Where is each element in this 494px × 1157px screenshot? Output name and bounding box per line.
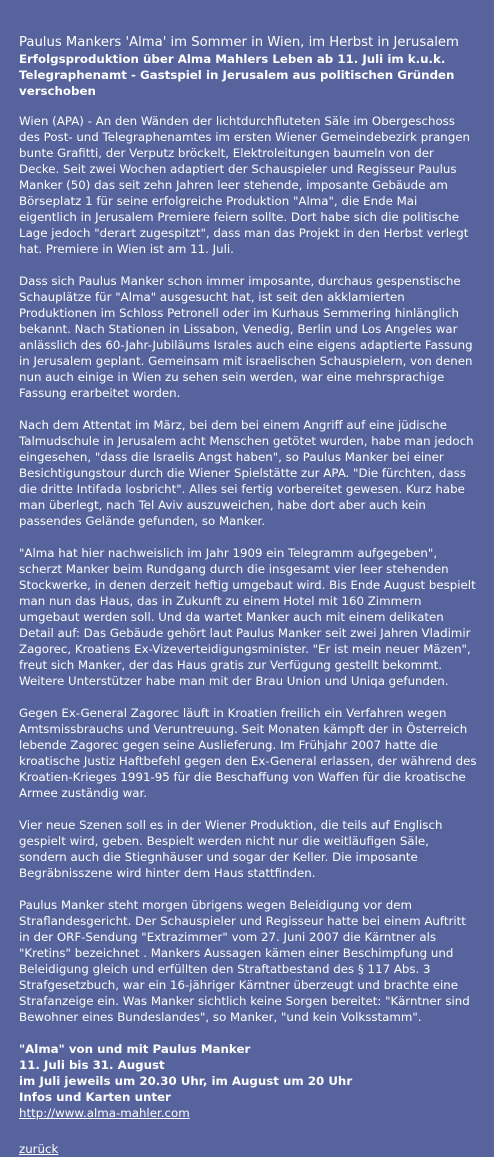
back-link[interactable]: zurück — [19, 1142, 59, 1156]
article-paragraph: Wien (APA) - An den Wänden der lichtdurchfluteten Säle im Obergeschoss des Post- und Telegraphenamtes im ersten Wiener Gemeindebezirk prangen bunte Grafitti, der Verputz bröckelt, Elektroleitungen baumeln von der Decke. Seit zwei Wochen adaptiert der Schauspieler und Regisseur Paulus Manker (50) das seit zehn Jahren leer stehende, imposante Gebäude am Börseplatz 1 für seine erfolgreiche Produktion "Alma", die Ende Mai eigentlich in Jerusalem Premiere feiern sollte. Dort habe sich die politische Lage jedoch "derart zugespitzt", dass man das Projekt in den Herbst verlegt hat. Premiere in Wien ist am 11. Juli. — [19, 114, 471, 256]
event-dates: 11. Juli bis 31. August — [19, 1058, 165, 1072]
event-tickets-label: Infos und Karten unter — [19, 1090, 171, 1104]
event-title: "Alma" von und mit Paulus Manker — [19, 1042, 251, 1056]
article-subtitle: Erfolgsproduktion über Alma Mahlers Leben ab 11. Juli im k.u.k. Telegraphenamt - Gastspiel in Jerusalem aus politischen Gründen verschoben — [19, 52, 455, 98]
event-website-link[interactable]: http://www.alma-mahler.com — [19, 1106, 190, 1120]
article-paragraph: Paulus Manker steht morgen übrigens wegen Beleidigung vor dem Straflandesgericht. Der Schauspieler und Regisseur hatte bei einem Auftritt in der ORF-Sendung "Extrazimmer" vom 27. Juni 2007 die Kärntner als "Kretins" bezeichnet . Mankers Aussagen kämen einer Beschimpfung und Beleidigung gleich und erfüllten den Straftatbestand des § 117 Abs. 3 Strafgesetzbuch, war ein 16-jähriger Kärntner überzeugt und brachte eine Strafanzeige ein. Was Manker sichtlich keine Sorgen bereitet: "Kärntner sind Bewohner eines Bundeslandes", so Manker, "und kein Volksstamm". — [19, 898, 470, 1024]
article-paragraph: Dass sich Paulus Manker schon immer imposante, durchaus gespenstische Schauplätze für "Alma" ausgesucht hat, ist seit den akklamierten Produktionen im Schloss Petronell oder im Kurhaus Semmering hinlänglich bekannt. Nach Stationen in Lissabon, Venedig, Berlin und Los Angeles war anlässlich des 60-Jahr-Jubiläums Israles auch eine eigens adaptierte Fassung in Jerusalem geplant. Gemeinsam mit israelischen Schauspielern, von denen nun auch einige in Wien zu sehen sein werden, war eine mehrsprachige Fassung erarbeitet worden. — [19, 274, 473, 400]
event-times: im Juli jeweils um 20.30 Uhr, im August um 20 Uhr — [19, 1074, 353, 1088]
article-paragraph: Gegen Ex-General Zagorec läuft in Kroatien freilich ein Verfahren wegen Amtsmissbrauchs und Veruntreuung. Seit Monaten kämpft der in Österreich lebende Zagorec gegen seine Auslieferung. Im Frühjahr 2007 hatte die kroatische Justiz Haftbefehl gegen den Ex-General erlassen, der während des Kroatien-Krieges 1991-95 für die Beschaffung von Waffen für die kroatische Armee zuständig war. — [19, 706, 477, 800]
article — [19, 35, 477, 1157]
article-paragraph: "Alma hat hier nachweislich im Jahr 1909 ein Telegramm aufgegeben", scherzt Manker beim Rundgang durch die insgesamt vier leer stehenden Stockwerke, in denen derzeit heftig umgebaut wird. Bis Ende August bespielt man nun das Haus, das in Zukunft zu einem Hotel mit 160 Zimmern umgebaut werden soll. Und da wartet Manker auch mit einem delikaten Detail auf: Das Gebäude gehört laut Paulus Manker seit zwei Jahren Vladimir Zagorec, Kroatiens Ex-Vizeverteidigungsminister. "Er ist mein neuer Mäzen", freut sich Manker, der das Haus gratis zur Verfügung gestellt bekommt. Weitere Unterstützer habe man mit der Brau Union und Uniqa gefunden. — [19, 546, 476, 688]
article-paragraph: Nach dem Attentat im März, bei dem bei einem Angriff auf eine jüdische Talmudschule in Jerusalem acht Menschen getötet wurden, habe man jedoch eingesehen, "dass die Israelis Angst haben", so Paulus Manker bei einer Besichtigungstour durch die Wiener Spielstätte zur APA. "Die fürchten, dass die dritte Intifada losbricht". Alles sei fertig vorbereitet gewesen. Kurz habe man überlegt, nach Tel Aviv auszuweichen, habe dort aber auch kein passendes Gelände gefunden, so Manker. — [19, 418, 474, 528]
article-title: Paulus Mankers 'Alma' im Sommer in Wien, im Herbst in Jerusalem — [19, 35, 459, 50]
event-info — [19, 1041, 477, 1121]
article-paragraph: Vier neue Szenen soll es in der Wiener Produktion, die teils auf Englisch gespielt wird, geben. Bespielt werden nicht nur die weitläufigen Säle, sondern auch die Stiegnhäuser und sogar der Keller. Die imposante Begräbnisszene wird hinter dem Haus stattfinden. — [19, 818, 443, 880]
